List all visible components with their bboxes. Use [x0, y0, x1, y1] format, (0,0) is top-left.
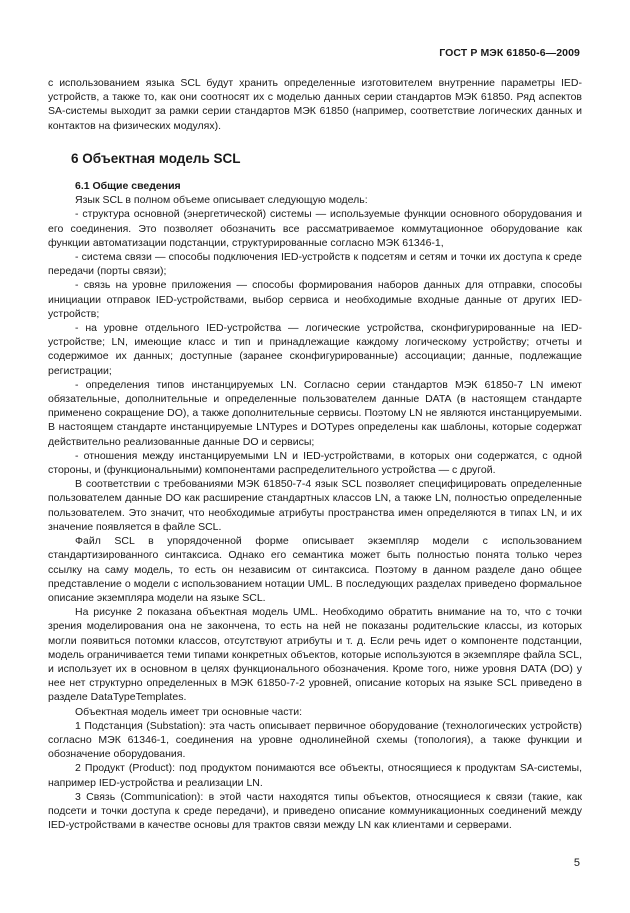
list-item-comm-system: - система связи — способы подключения IED-устройств к подсетям и сетям и точки их доступа к среде передачи (порты связи); [48, 251, 582, 278]
page-number: 5 [573, 857, 580, 869]
paragraph-three-parts: Объектная модель имеет три основные части: [75, 705, 303, 718]
part-product: 2 Продукт (Product): под продуктом понимаются все объекты, относящиеся к продуктам SA-системы, например IED-устройства и реализации LN. [48, 762, 582, 789]
list-item-ied-level: - на уровне отдельного IED-устройства — логические устройства, сконфигурированные на IED-устройстве; LN, имеющие класс и тип и принадлежащие каждому логическому устройству; отчеты и содержимое их данных; доступные (заранее сконфигурированные) ассоциации; данные, подлежащие регистрации; [48, 322, 582, 377]
list-item-ln-types: - определения типов инстанцируемых LN. Согласно серии стандартов МЭК 61850-7 LN имеют обязательные, дополнительные и определенные пользователем данные DATA (в настоящем стандарте применено сокращение DO), а также дополнительные сервисы. Поэтому LN не являются инстанцируемыми. В настоящем стандарте инстанцируемые LNTypes и DOTypes определены как шаблоны, которые содержат действительно реализованные данные DO и сервисы; [48, 378, 582, 448]
list-item-power-system: - структура основной (энергетической) системы — используемые функции основного оборудования и его соединения. Это позволяет обозначить все рассматриваемое коммутационное оборудование как функции автоматизации подстанции, структурированные согласно МЭК 61346-1, [48, 208, 582, 249]
paragraph-scl-file: Файл SCL в упорядоченной форме описывает экземпляр модели с использованием стандартизированного синтаксиса. Однако его семантика может быть полностью понята только через ссылку на саму модель, то есть он независим от синтаксиса. Поэтому в данном разделе дано общее представление о модели с использованием нотации UML. В последующих разделах приведено формальное описание экземпляра модели на языке SCL. [48, 535, 582, 604]
part-communication: 3 Связь (Communication): в этой части находятся типы объектов, относящиеся к связи (такие, как подсети и точки доступа к среде передачи), и приведено описание коммуникационных соединений между IED-устройствами в качестве основы для трактов связи между LN как клиентами и серверами. [48, 790, 582, 832]
document-body [48, 76, 582, 832]
paragraph-1: Язык SCL в полном объеме описывает следующую модель: [75, 194, 368, 207]
list-item-app-comm: - связь на уровне приложения — способы формирования наборов данных для отправки, способы инициации отправок IED-устройствами, выбор сервиса и необходимые входные данные от других IED- устройств; [48, 279, 582, 320]
intro-paragraph: с использованием языка SCL будут хранить определенные изготовителем внутренние параметры IED-устройств, а также то, как они соотносят их с моделью данных серии стандартов МЭК 61850. Ряд аспектов SA-системы выходит за рамки серии стандартов МЭК 61850 (например, соответствие логических данных и контактов на физических модулях). [48, 77, 582, 132]
running-header: ГОСТ Р МЭК 61850-6—2009 [439, 47, 580, 59]
section-heading: 6 Объектная модель SCL [71, 150, 241, 166]
list-item-relations: - отношения между инстанцируемыми LN и IED-устройствами, в которых они содержатся, с одной стороны, и (функциональными) компонентами распределительного устройства — с другой. [48, 449, 582, 477]
paragraph-uml-model: На рисунке 2 показана объектная модель UML. Необходимо обратить внимание на то, что с точки зрения моделирования она не закончена, то есть на ней не показаны родительские классы, из которых могли появиться потомки классов, отсутствуют атрибуты и т. д. Если речь идет о компоненте подстанции, модель ограничивается теми типами конкретных объектов, которые используются в экземпляре файла SCL, и использует их в основном в целях функционального обозначения. Кроме того, ниже уровня DATA (DO) у нее нет структурно определенных в МЭК 61850-7-2 уровней, описание которых на языке SCL приведено в разделе DataTypeTemplates. [48, 606, 582, 704]
part-substation: 1 Подстанция (Substation): эта часть описывает первичное оборудование (технологических устройств) согласно МЭК 61346-1, соединения на уровне однолинейной схемы (топология), а также функции и обозначение оборудования. [48, 719, 582, 761]
paragraph-extensions: В соответствии с требованиями МЭК 61850-7-4 язык SCL позволяет специфицировать определенные пользователем данные DO как расширение стандартных классов LN, а также LN, полностью определенные пользователем. Это значит, что необходимые атрибуты пространства имен определяются в типах LN, и их значение появляется в файле SCL. [48, 478, 582, 533]
subsection-heading: 6.1 Общие сведения [75, 180, 181, 193]
